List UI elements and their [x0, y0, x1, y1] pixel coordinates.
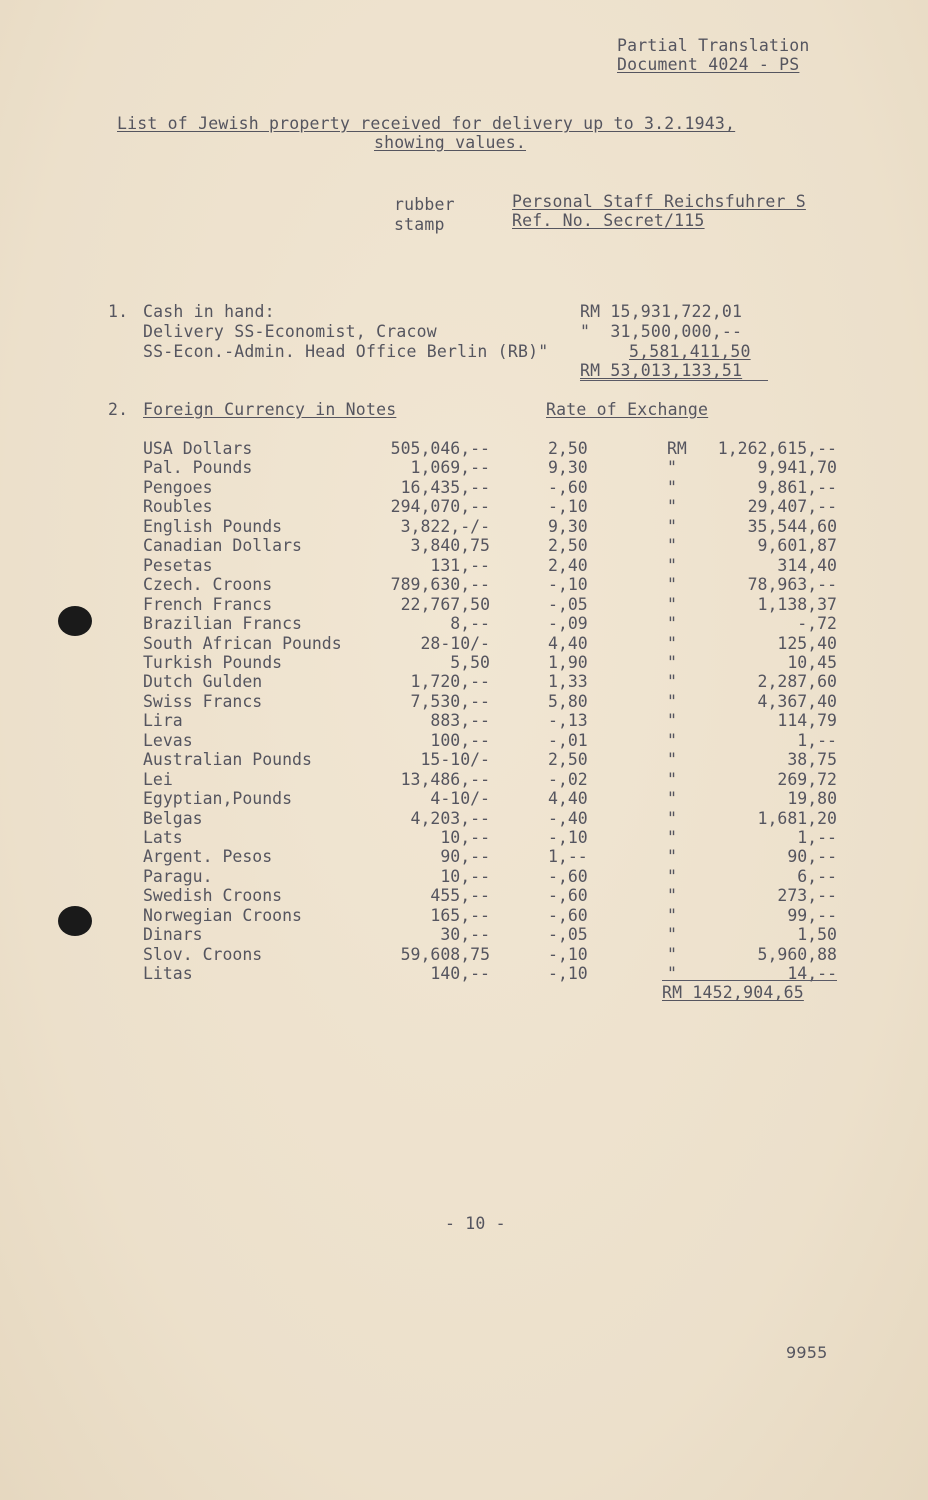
exchange-rate: 1,90	[548, 652, 588, 672]
currency-row	[0, 886, 928, 906]
delivery-value: " 31,500,000,--	[580, 322, 743, 341]
currency-name: USA Dollars	[143, 439, 253, 458]
currency-name: Canadian Dollars	[143, 536, 302, 556]
ditto-mark: "	[667, 652, 677, 672]
reichsmark-value: 1,262,615,--	[717, 439, 837, 458]
reichsmark-value: 4,367,40	[757, 691, 837, 711]
reichsmark-value: 314,40	[777, 555, 837, 575]
currency-name: Pesetas	[143, 555, 213, 575]
currency-row	[0, 809, 928, 829]
exchange-rate: -,01	[548, 730, 588, 750]
reichsmark-value: 125,40	[777, 633, 837, 653]
currency-amount: 90,--	[440, 847, 490, 867]
currency-name: English Pounds	[143, 516, 283, 536]
exchange-rate: 1,--	[548, 847, 588, 867]
exchange-rate: 2,50	[548, 439, 588, 458]
reichsmark-value: 99,--	[787, 905, 837, 925]
stamp-label-line2: stamp	[394, 215, 445, 234]
reichsmark-value: 78,963,--	[747, 575, 837, 595]
currency-name: Argent. Pesos	[143, 847, 273, 867]
ditto-mark: "	[667, 575, 677, 595]
currency-name: Brazilian Francs	[143, 614, 302, 634]
currency-amount: 883,--	[430, 711, 490, 731]
translation-label: Partial Translation	[617, 36, 810, 55]
currency-amount: 165,--	[430, 905, 490, 925]
reichsmark-value: 1,50	[797, 925, 837, 945]
exchange-rate: -,13	[548, 711, 588, 731]
currency-name: South African Pounds	[143, 633, 342, 653]
cash-label: Cash in hand:	[143, 302, 275, 321]
currency-amount: 3,822,-/-	[400, 516, 490, 536]
currency-row	[0, 906, 928, 926]
currency-row	[0, 945, 928, 965]
section2-number: 2.	[108, 400, 129, 419]
ditto-mark: "	[667, 750, 677, 770]
currency-name: Egyptian,Pounds	[143, 789, 293, 809]
exchange-rate: 5,80	[548, 691, 588, 711]
exchange-rate: -,10	[548, 575, 588, 595]
reichsmark-value: 9,601,87	[757, 536, 837, 556]
reichsmark-value: -,72	[797, 614, 837, 634]
currency-amount: 5,50	[450, 652, 490, 672]
ditto-mark: "	[667, 497, 677, 517]
currency-row	[0, 847, 928, 867]
ditto-mark: "	[667, 555, 677, 575]
document-title	[117, 114, 735, 134]
reichsmark-value: 2,287,60	[757, 672, 837, 692]
exchange-rate: -,60	[548, 886, 588, 906]
exchange-rate: 2,40	[548, 555, 588, 575]
currency-name: Pengoes	[143, 477, 213, 497]
currency-amount: 789,630,--	[390, 575, 490, 595]
exchange-rate: -,05	[548, 594, 588, 614]
ditto-mark: "	[667, 769, 677, 789]
reichsmark-value: 9,861,--	[757, 477, 837, 497]
page-number: - 10 -	[445, 1214, 506, 1233]
currency-row	[0, 750, 928, 770]
currency-amount: 15-10/-	[420, 750, 490, 770]
currency-name: Dutch Gulden	[143, 672, 263, 692]
reichsmark-value: 10,45	[787, 652, 837, 672]
ditto-mark: "	[667, 614, 677, 634]
ditto-mark: "	[667, 905, 677, 925]
currency-amount: 13,486,--	[400, 769, 490, 789]
reichsmark-value: 38,75	[787, 750, 837, 770]
reichsmark-value: 1,138,37	[757, 594, 837, 614]
reichsmark-value: 5,960,88	[757, 944, 837, 964]
archive-number: 9955	[786, 1343, 828, 1362]
ditto-mark: "	[667, 866, 677, 886]
currency-amount: 30,--	[440, 925, 490, 945]
currency-row	[0, 517, 928, 537]
exchange-rate: 2,50	[548, 750, 588, 770]
reichsmark-value: 1,681,20	[757, 808, 837, 828]
currency-row	[0, 497, 928, 517]
ditto-mark: "	[667, 964, 677, 984]
currency-row	[0, 731, 928, 751]
stamp-reference: Ref. No. Secret/115	[512, 211, 705, 230]
document-number: Document 4024 - PS	[617, 55, 800, 74]
currency-amount: 455,--	[430, 886, 490, 906]
reichsmark-value: 90,--	[787, 847, 837, 867]
delivery-label: Delivery SS-Economist, Cracow	[143, 322, 437, 341]
ditto-mark: "	[667, 536, 677, 556]
ditto-mark: "	[667, 944, 677, 964]
currency-row	[0, 770, 928, 790]
currency-amount: 4,203,--	[410, 808, 490, 828]
ditto-mark: "	[667, 789, 677, 809]
currency-row	[0, 556, 928, 576]
currency-row	[0, 575, 928, 595]
currency-row	[0, 925, 928, 945]
currency-amount: 294,070,--	[390, 497, 490, 517]
reichsmark-value: 9,941,70	[757, 458, 837, 478]
currency-amount: 10,--	[440, 866, 490, 886]
exchange-rate: -,05	[548, 925, 588, 945]
section2-heading: Foreign Currency in Notes	[143, 400, 397, 419]
currency-amount: 1,069,--	[410, 458, 490, 478]
exchange-rate: 9,30	[548, 516, 588, 536]
currency-amount: 7,530,--	[410, 691, 490, 711]
ditto-mark: "	[667, 925, 677, 945]
currency-row	[0, 828, 928, 848]
currency-amount: 10,--	[440, 828, 490, 847]
currency-row	[0, 672, 928, 692]
section1-number: 1.	[108, 302, 129, 321]
exchange-rate: -,60	[548, 477, 588, 497]
exchange-rate: -,60	[548, 866, 588, 886]
currency-amount: 3,840,75	[410, 536, 490, 556]
currency-row	[0, 692, 928, 712]
currency-name: Swiss Francs	[143, 691, 263, 711]
reichsmark-value: 273,--	[777, 886, 837, 906]
currency-name: Levas	[143, 730, 193, 750]
reichsmark-value: 19,80	[787, 789, 837, 809]
ditto-mark: "	[667, 886, 677, 906]
currency-row	[0, 867, 928, 887]
currency-row	[0, 711, 928, 731]
currency-amount: 28-10/-	[420, 633, 490, 653]
currency-name: French Francs	[143, 594, 273, 614]
reichsmark-value: 269,72	[777, 769, 837, 789]
currency-name: Lira	[143, 711, 183, 731]
exchange-rate: -,02	[548, 769, 588, 789]
currency-amount: 505,046,--	[390, 439, 490, 458]
currency-name: Lei	[143, 769, 173, 789]
reichsmark-value: 29,407,--	[747, 497, 837, 517]
currency-amount: 4-10/-	[430, 789, 490, 809]
exchange-rate: 4,40	[548, 633, 588, 653]
currency-name: Belgas	[143, 808, 203, 828]
rate-heading: Rate of Exchange	[546, 400, 709, 419]
punch-hole-top	[58, 606, 92, 636]
currency-name: Czech. Croons	[143, 575, 273, 595]
document-title-line2: showing values.	[374, 133, 527, 152]
ditto-mark: "	[667, 730, 677, 750]
currency-amount: 59,608,75	[400, 944, 490, 964]
currency-name: Paragu.	[143, 866, 213, 886]
ditto-mark: "	[667, 633, 677, 653]
currency-name: Norwegian Croons	[143, 905, 302, 925]
exchange-rate: -,10	[548, 944, 588, 964]
currency-amount: 8,--	[450, 614, 490, 634]
ditto-mark: "	[667, 672, 677, 692]
reichsmark-value: 14,--	[787, 964, 837, 984]
stamp-label-line1: rubber	[394, 195, 455, 214]
currency-amount: 140,--	[430, 964, 490, 984]
currency-name: Australian Pounds	[143, 750, 312, 770]
currency-amount: 100,--	[430, 730, 490, 750]
currency-row	[0, 478, 928, 498]
reichsmark-value: 1,--	[797, 828, 837, 847]
currency-row	[0, 439, 928, 459]
ditto-mark: "	[667, 594, 677, 614]
reichsmark-value: 1,--	[797, 730, 837, 750]
currency-name: Swedish Croons	[143, 886, 283, 906]
ditto-mark: "	[667, 458, 677, 478]
ditto-mark: "	[667, 847, 677, 867]
currency-amount: 1,720,--	[410, 672, 490, 692]
exchange-rate: -,09	[548, 614, 588, 634]
currency-row	[0, 789, 928, 809]
ditto-mark: "	[667, 711, 677, 731]
reichsmark-value: 114,79	[777, 711, 837, 731]
ditto-mark: "	[667, 477, 677, 497]
section1-total: RM 53,013,133,51	[580, 361, 743, 380]
ditto-mark: "	[667, 516, 677, 536]
cash-value: RM 15,931,722,01	[580, 302, 743, 321]
currency-row	[0, 536, 928, 556]
exchange-rate: -,10	[548, 828, 588, 847]
currency-name: Lats	[143, 828, 183, 847]
exchange-rate: -,40	[548, 808, 588, 828]
currency-name: Pal. Pounds	[143, 458, 253, 478]
currency-row	[0, 458, 928, 478]
currency-row	[0, 634, 928, 654]
currency-name: Roubles	[143, 497, 213, 517]
currency-name: Slov. Croons	[143, 944, 263, 964]
exchange-rate: 2,50	[548, 536, 588, 556]
document-title-line1: List of Jewish property received for delivery up to 3.2.1943,	[117, 114, 736, 133]
ditto-mark: "	[667, 691, 677, 711]
exchange-rate: -,60	[548, 905, 588, 925]
section2-total-rule	[662, 980, 837, 981]
ditto-mark: RM	[667, 439, 687, 458]
currency-row	[0, 653, 928, 673]
currency-amount: 131,--	[430, 555, 490, 575]
reichsmark-value: 6,--	[797, 866, 837, 886]
exchange-rate: 9,30	[548, 458, 588, 478]
ditto-mark: "	[667, 828, 677, 847]
reichsmark-value: 35,544,60	[747, 516, 837, 536]
exchange-rate: -,10	[548, 497, 588, 517]
exchange-rate: 4,40	[548, 789, 588, 809]
currency-name: Litas	[143, 964, 193, 984]
currency-row	[0, 614, 928, 634]
ditto-mark: "	[667, 808, 677, 828]
currency-name: Dinars	[143, 925, 203, 945]
exchange-rate: -,10	[548, 964, 588, 984]
head-office-value: 5,581,411,50	[629, 342, 751, 361]
section1-total-rule	[580, 380, 768, 381]
punch-hole-bottom	[58, 906, 92, 936]
section2-total: RM 1452,904,65	[662, 983, 804, 1002]
currency-amount: 22,767,50	[400, 594, 490, 614]
exchange-rate: 1,33	[548, 672, 588, 692]
currency-name: Turkish Pounds	[143, 652, 283, 672]
currency-row	[0, 595, 928, 615]
currency-amount: 16,435,--	[400, 477, 490, 497]
head-office-label: SS-Econ.-Admin. Head Office Berlin (RB)"	[143, 342, 549, 361]
stamp-office: Personal Staff Reichsfuhrer S	[512, 192, 806, 211]
